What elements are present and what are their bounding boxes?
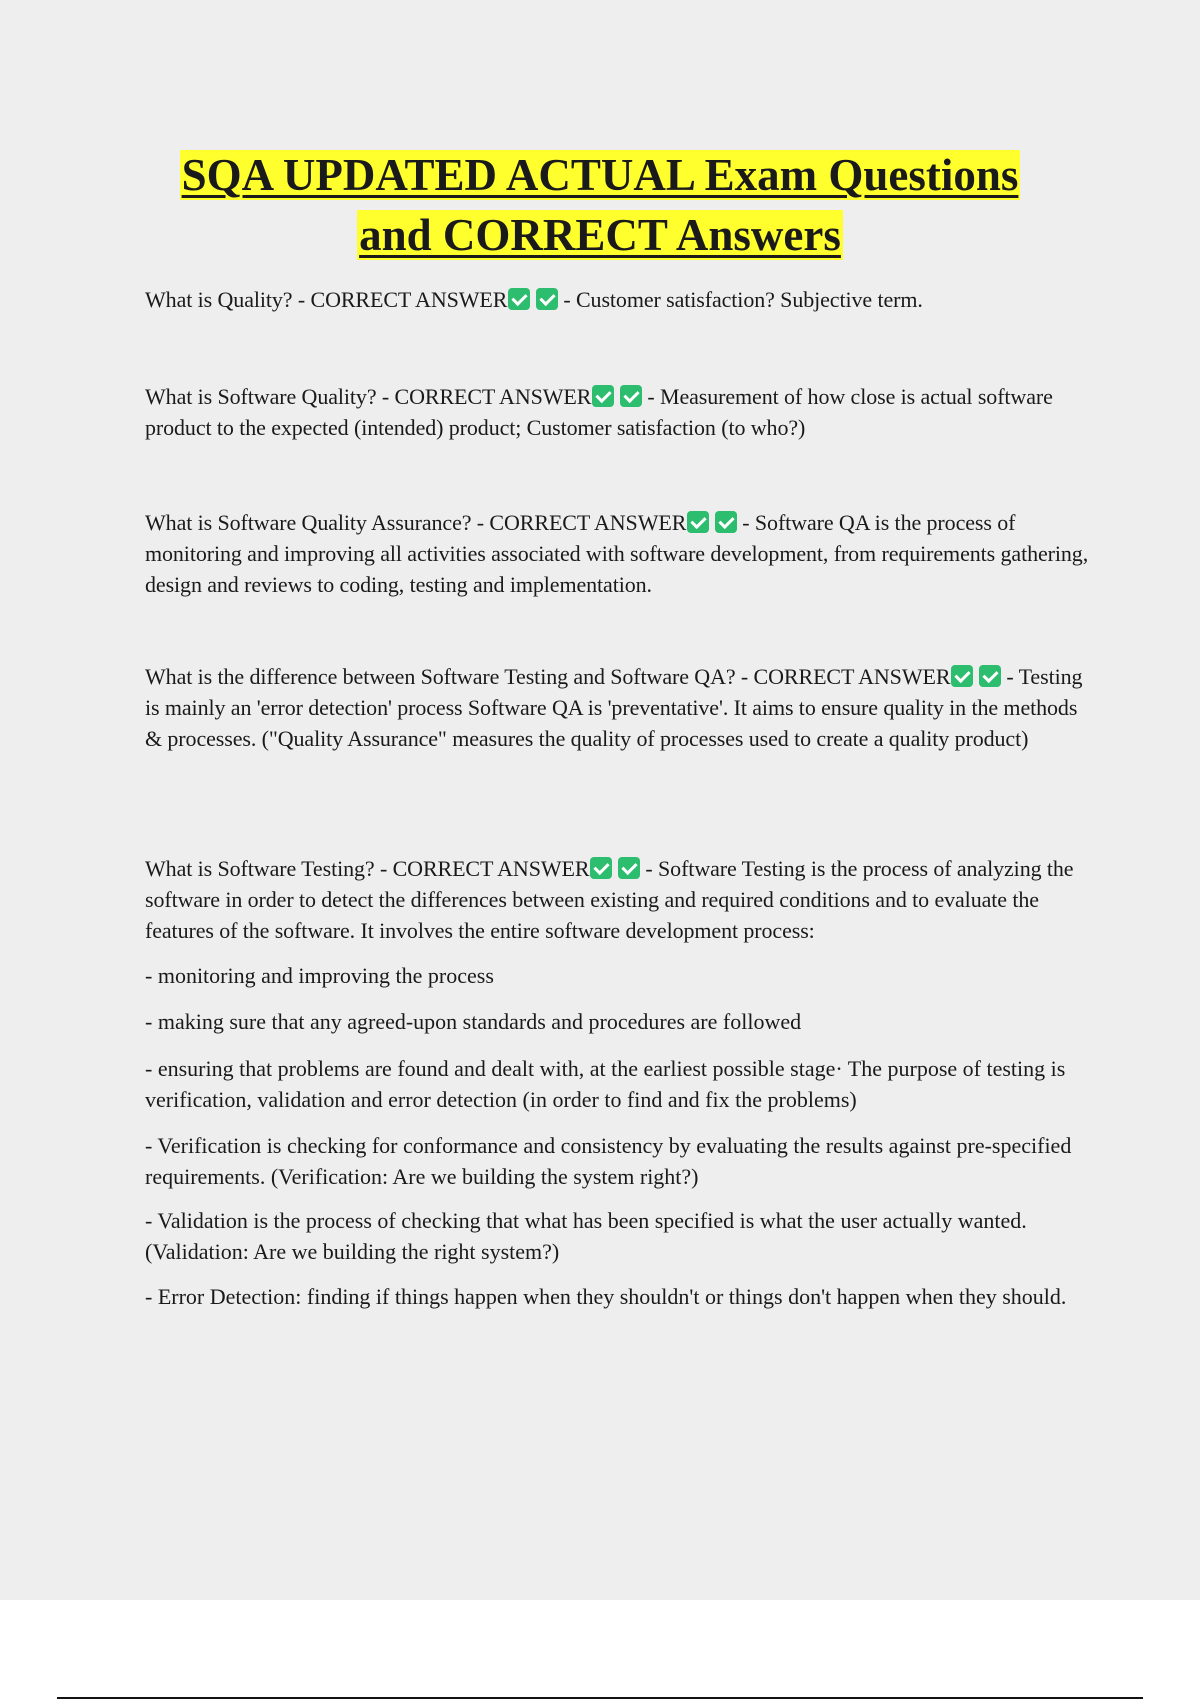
- list-item: - monitoring and improving the process: [145, 963, 494, 988]
- question-text: What is Software Quality Assurance? - CORRECT ANSWER: [145, 510, 687, 535]
- list-item: - ensuring that problems are found and dealt with, at the earliest possible stage· The purpose of testing is verification, validation and error detection (in order to find and fix the problems): [145, 1056, 1066, 1112]
- check-icon: [590, 857, 612, 879]
- list-item: - Verification is checking for conformance and consistency by evaluating the results against pre-specified requirements. (Verification: Are we building the system right?): [145, 1133, 1072, 1189]
- check-icon: [715, 511, 737, 533]
- list-item: - Validation is the process of checking that what has been specified is what the user actually wanted. (Validation: Are we building the right system?): [145, 1208, 1027, 1264]
- page-title: [100, 145, 1100, 265]
- question-text: What is the difference between Software Testing and Software QA? - CORRECT ANSWER: [145, 664, 951, 689]
- check-icon: [951, 665, 973, 687]
- check-icon: [620, 385, 642, 407]
- footer-divider: [57, 1697, 1143, 1699]
- answer-text: - Software Testing is the process of analyzing the software in order to detect the differences between existing and required conditions and to evaluate the features of the software. It involves the entire software development process:: [145, 856, 1074, 943]
- question-text: What is Software Testing? - CORRECT ANSWER: [145, 856, 590, 881]
- answer-text: - Customer satisfaction? Subjective term.: [563, 287, 923, 312]
- title-line-1: SQA UPDATED ACTUAL Exam Questions: [181, 150, 1019, 200]
- answer-text: - Software QA is the process of monitoring and improving all activities associated with software development, from requirements gathering, design and reviews to coding, testing and implementation.: [145, 510, 1089, 597]
- answer-text: - Testing is mainly an 'error detection' process Software QA is 'preventative'. It aims to ensure quality in the methods & processes. ("Quality Assurance" measures the quality of processes used to create a quality product): [145, 664, 1083, 751]
- qa-item: [145, 853, 1090, 946]
- title-line-2: and CORRECT Answers: [359, 210, 841, 260]
- check-icon: [536, 288, 558, 310]
- check-icon: [687, 511, 709, 533]
- qa-item: [145, 661, 1090, 754]
- question-text: What is Software Quality? - CORRECT ANSWER: [145, 384, 592, 409]
- qa-item: [145, 381, 1090, 443]
- check-icon: [979, 665, 1001, 687]
- answer-text: - Measurement of how close is actual software product to the expected (intended) product; Customer satisfaction (to who?): [145, 384, 1053, 440]
- check-icon: [508, 288, 530, 310]
- list-item: - making sure that any agreed-upon standards and procedures are followed: [145, 1009, 802, 1034]
- qa-item: [145, 507, 1090, 600]
- list-item: - Error Detection: finding if things happen when they shouldn't or things don't happen when they should.: [145, 1284, 1067, 1309]
- qa-item: [145, 284, 1090, 315]
- check-icon: [618, 857, 640, 879]
- question-text: What is Quality? - CORRECT ANSWER: [145, 287, 508, 312]
- check-icon: [592, 385, 614, 407]
